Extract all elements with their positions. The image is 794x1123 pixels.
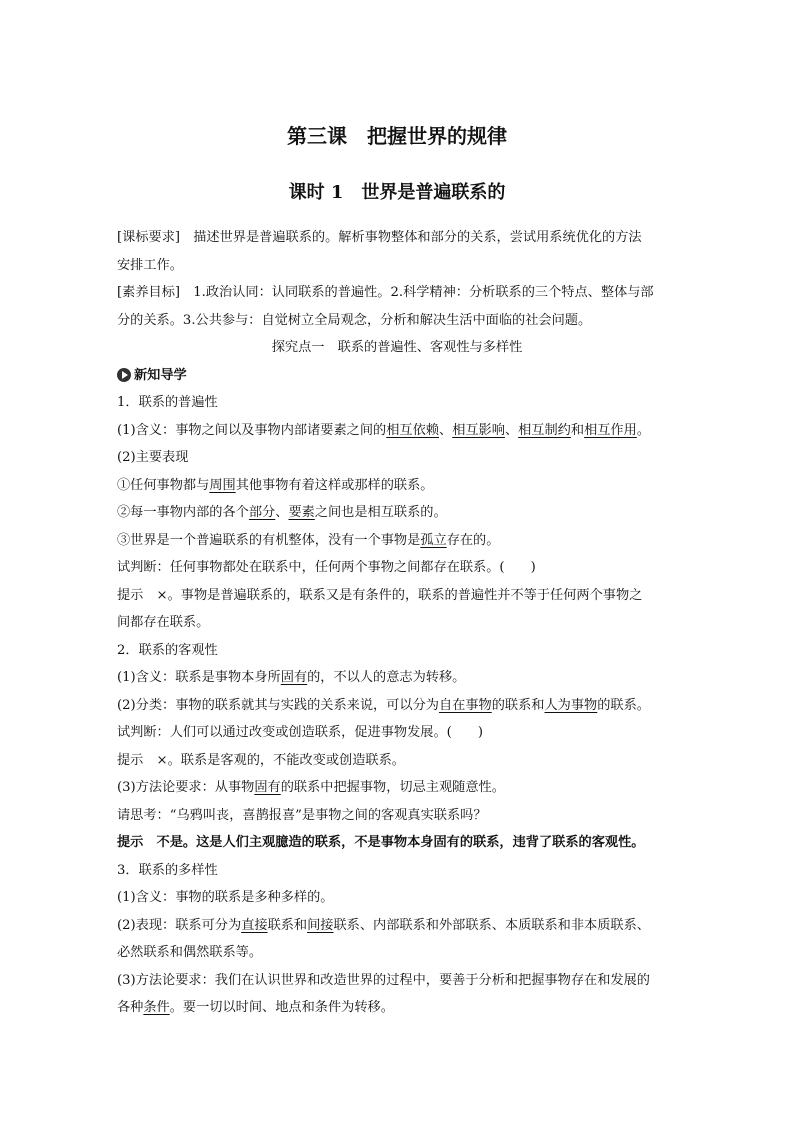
text: 和: [570, 422, 585, 438]
s2-definition: [117, 664, 677, 692]
guide-label: 新知导学: [134, 367, 187, 383]
text: (2)表现：联系可分为: [117, 917, 242, 933]
text: (2)分类：事物的联系就其与实践的关系来说，可以分为: [117, 697, 439, 713]
underlined-term: 相互影响: [452, 422, 505, 438]
s1-hint-1: [117, 582, 677, 610]
s2-hint: [117, 747, 677, 775]
play-circle-icon: [117, 368, 131, 382]
s3-manifest-1: [117, 912, 677, 940]
text: 。: [636, 422, 650, 438]
judge-text: 人们可以通过改变或创造联系，促进事物发展。(: [169, 725, 452, 740]
guide-heading: [117, 362, 677, 390]
text: 的联系和: [491, 697, 545, 713]
s3-manifest-2: 必然联系和偶然联系等。: [117, 945, 263, 960]
judge-label: 试判断：: [117, 560, 170, 575]
underlined-term: 固有: [280, 670, 308, 685]
s2-hint-2: [117, 829, 677, 857]
underlined-term: 相互作用: [584, 422, 637, 438]
text: (1)含义：事物之间以及事物内部诸要素之间的: [117, 422, 387, 438]
text: 之间也是相互联系的。: [314, 505, 447, 520]
judge-close: ): [530, 560, 536, 575]
s1-definition: [117, 417, 677, 445]
underlined-term: 条件: [143, 1000, 170, 1015]
literacy-text-1: 1.政治认同：认同联系的普遍性。2.科学精神：分析联系的三个特点、整体与部: [180, 285, 654, 300]
text: ①任何事物都与: [117, 477, 210, 493]
text: 的联系。: [597, 697, 650, 713]
lesson-subtitle: 课时 1 世界是普遍联系的: [288, 182, 506, 203]
text: 、: [275, 505, 289, 520]
standard-text-1: 描述世界是普遍联系的。解析事物整体和部分的关系，尝试用系统优化的方法: [180, 230, 642, 245]
s3-method-2: [117, 994, 677, 1022]
standard-line-1: [117, 224, 677, 252]
text: (1)含义：联系是事物本身所: [117, 670, 281, 685]
hint-label: 提示: [117, 587, 144, 603]
standard-tag: [课标要求]: [117, 230, 181, 245]
s2-heading: 2．联系的客观性: [117, 642, 218, 658]
text: 联系和: [267, 917, 308, 933]
s3-definition: (1)含义：事物的联系是多种多样的。: [117, 890, 334, 905]
underlined-term: 直接: [241, 917, 268, 933]
s1-hint-2: 间都存在联系。: [117, 615, 210, 630]
hint-label: 提示: [117, 752, 144, 768]
judge-label: 试判断：: [117, 725, 170, 740]
text: 各种: [117, 1000, 144, 1015]
think-text: “乌鸦叫丧，喜鹊报喜”是事物之间的客观真实联系吗？: [169, 807, 487, 823]
underlined-term: 周围: [209, 477, 236, 493]
text: 的，不以人的意志为转移。: [307, 670, 466, 685]
underlined-term: 相互制约: [518, 422, 571, 438]
s3-heading: 3．联系的多样性: [117, 862, 218, 878]
hint-text: ×。事物是普遍联系的，联系又是有条件的，联系的普遍性并不等于任何两个事物之: [143, 587, 643, 603]
text: (3)方法论要求：从事物: [117, 780, 255, 795]
text: ③世界是一个普遍联系的有机整体，没有一个事物是: [117, 532, 421, 548]
underlined-term: 自在事物: [439, 697, 492, 713]
s2-judge: [117, 719, 677, 747]
underlined-term: 间接: [307, 917, 334, 933]
s1-heading: 1．联系的普遍性: [117, 395, 218, 410]
text: 的联系中把握事物，切忌主观随意性。: [280, 780, 505, 795]
literacy-line-1: [117, 279, 677, 307]
text: 存在的。: [446, 532, 500, 548]
underlined-term: 部分: [248, 505, 276, 520]
s3-method-1: (3)方法论要求：我们在认识世界和改造世界的过程中，要善于分析和把握事物存在和发展的: [117, 972, 650, 988]
document-content: [117, 122, 677, 1022]
judge-text: 任何事物都处在联系中，任何两个事物之间都存在联系。(: [169, 560, 505, 575]
underlined-term: 要素: [288, 505, 315, 520]
s1-main-manifest: (2)主要表现: [117, 450, 189, 465]
text: 、: [439, 422, 453, 438]
think-label: 请思考：: [117, 807, 170, 823]
s2-classification: [117, 692, 677, 720]
lesson-title: 第三课 把握世界的规律: [287, 124, 507, 148]
text: 、: [504, 422, 519, 438]
s2-think: [117, 802, 677, 830]
explore-title: 探究点一 联系的普遍性、客观性与多样性: [271, 340, 523, 355]
literacy-tag: [素养目标]: [117, 285, 181, 300]
underlined-term: 孤立: [420, 532, 447, 548]
underlined-term: 人为事物: [544, 697, 598, 713]
text: 联系、内部联系和外部联系、本质联系和非本质联系、: [333, 917, 650, 933]
intro-block: [117, 224, 677, 334]
text: 其他事物有着这样或那样的联系。: [235, 477, 434, 493]
hint-text: 不是。这是人们主观臆造的联系，不是事物本身固有的联系，违背了联系的客观性。: [143, 835, 645, 850]
underlined-term: 相互依赖: [386, 422, 439, 438]
s1-point-1: [117, 472, 677, 500]
s1-point-3: [117, 527, 677, 555]
s2-method: [117, 774, 677, 802]
hint-text: ×。联系是客观的，不能改变或创造联系。: [143, 752, 405, 768]
s1-judge: [117, 554, 677, 582]
underlined-term: 固有: [254, 780, 281, 795]
judge-close: ): [477, 725, 483, 740]
s1-point-2: [117, 499, 677, 527]
text: ②每一事物内部的各个: [117, 505, 249, 520]
hint-label: 提示: [117, 835, 144, 850]
literacy-line-2: 分的关系。3.公共参与：自觉树立全局观念，分析和解决生活中面临的社会问题。: [117, 312, 592, 328]
text: 。要一切以时间、地点和条件为转移。: [169, 1000, 394, 1015]
standard-line-2: 安排工作。: [117, 257, 183, 273]
